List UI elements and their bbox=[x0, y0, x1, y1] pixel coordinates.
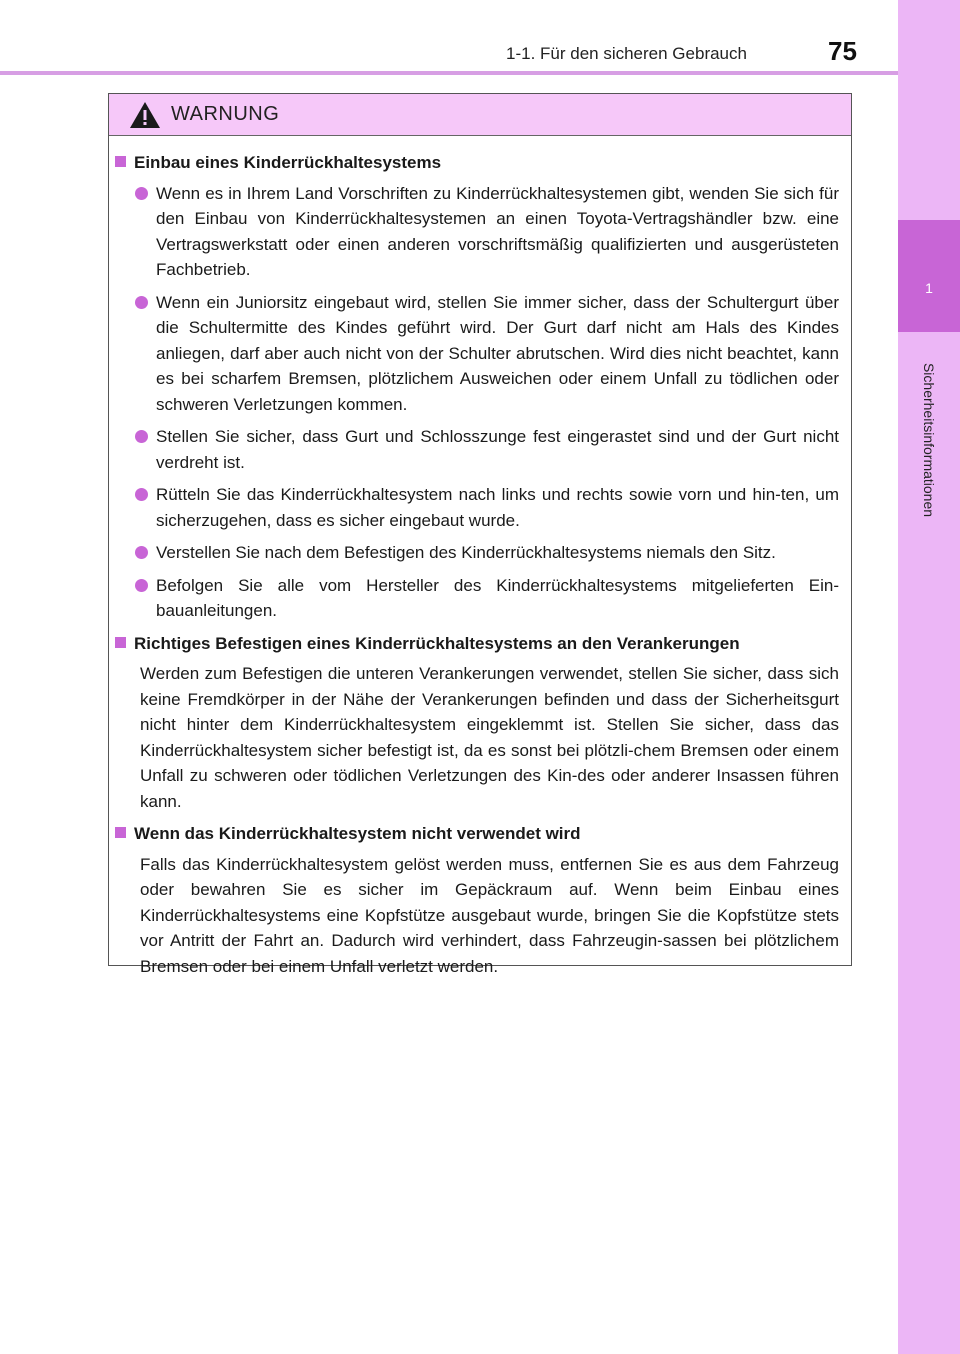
section-heading-text: Einbau eines Kinderrückhaltesystems bbox=[134, 153, 442, 172]
section-heading-text: Richtiges Befestigen eines Kinderrückhaltesystems an den Verankerungen bbox=[134, 633, 740, 653]
circle-bullet-icon bbox=[135, 488, 148, 501]
warning-header bbox=[109, 94, 851, 136]
list-item bbox=[115, 540, 839, 566]
section-heading-text: Wenn das Kinderrückhaltesystem nicht verwendet wird bbox=[134, 824, 581, 843]
list-item bbox=[115, 290, 839, 418]
warning-box bbox=[108, 93, 852, 976]
list-item-text: Rütteln Sie das Kinderrückhaltesystem nach links und rechts sowie vorn und hin-ten, um sicherzugehen, dass es sicher eingebaut wurde. bbox=[156, 485, 839, 530]
list-item-text: Wenn ein Juniorsitz eingebaut wird, stellen Sie immer sicher, dass der Schultergurt über die Schultermitte des Kindes geführt wird. Der Gurt darf nicht am Hals des Kindes anliegen, darf aber auch nicht von der Schulter abrutschen. Wird dies nicht beachtet, kann es bei scharfem Bremsen, plötzlichem Ausweichen oder einem Unfall zu tödlichen oder schweren Verletzungen kommen. bbox=[156, 292, 839, 414]
warning-triangle-icon bbox=[129, 101, 161, 129]
square-bullet-icon bbox=[115, 156, 126, 167]
square-bullet-icon bbox=[115, 827, 126, 838]
chapter-number: 1 bbox=[925, 280, 933, 296]
chapter-label: Sicherheitsinformationen bbox=[921, 362, 937, 518]
list-item bbox=[115, 573, 839, 624]
section-heading bbox=[115, 631, 839, 657]
section-heading bbox=[115, 821, 839, 847]
circle-bullet-icon bbox=[135, 187, 148, 200]
list-item bbox=[115, 424, 839, 475]
section-paragraph: Falls das Kinderrückhaltesystem gelöst werden muss, entfernen Sie es aus dem Fahrzeug oder bewahren Sie es sicher im Gepäckraum auf. Wenn beim Einbau eines Kinderrückhaltesystems eine Kopfstütze ausgebaut wurde, bringen Sie die Kopfstütze stets vor Antritt der Fahrt an. Dadurch wird verhindert, dass Fahrzeugin-sassen bei plötzlichem Bremsen oder bei einem Unfall verletzt werden. bbox=[140, 854, 839, 976]
list-item-text: Befolgen Sie alle vom Hersteller des Kinderrückhaltesystems mitgelieferten Ein-bauanleitungen. bbox=[156, 575, 839, 620]
circle-bullet-icon bbox=[135, 579, 148, 592]
chapter-side-tab bbox=[898, 0, 960, 1354]
page-number: 75 bbox=[828, 36, 857, 66]
list-item-text: Stellen Sie sicher, dass Gurt und Schlosszunge fest eingerastet sind und der Gurt nicht verdreht ist. bbox=[156, 427, 839, 472]
section-title: 1-1. Für den sicheren Gebrauch bbox=[506, 44, 747, 63]
list-item bbox=[115, 181, 839, 283]
list-item-text: Wenn es in Ihrem Land Vorschriften zu Kinderrückhaltesystemen gibt, wenden Sie sich für den Einbau von Kinderrückhaltesystemen an einen Toyota-Vertragshändler bzw. eine Vertragswerkstatt oder einen anderen vorschriftsmäßig qualifizierten und ausgerüsteten Fachbetrieb. bbox=[156, 183, 839, 279]
chapter-side-tab-active[interactable] bbox=[898, 220, 960, 332]
section-paragraph: Werden zum Befestigen die unteren Verankerungen verwendet, stellen Sie sicher, dass sich keine Fremdkörper in der Nähe der Verankerungen befinden und dass der Sicherheitsgurt nicht hinter dem Kinderrückhaltesystem eingeklemmt ist. Stellen Sie sicher, dass das Kinderrückhaltesystem sicher befestigt ist, da es sonst bei plötzli-chem Bremsen oder einem Unfall zu schweren oder tödlichen Verletzungen des Kin-des oder anderer Insassen führen kann. bbox=[140, 664, 839, 811]
list-item bbox=[115, 482, 839, 533]
header-rule bbox=[0, 71, 898, 75]
circle-bullet-icon bbox=[135, 296, 148, 309]
warning-label: WARNUNG bbox=[171, 103, 280, 125]
warning-body bbox=[109, 136, 851, 979]
square-bullet-icon bbox=[115, 637, 126, 648]
circle-bullet-icon bbox=[135, 430, 148, 443]
section-heading bbox=[115, 150, 839, 176]
list-item-text: Verstellen Sie nach dem Befestigen des Kinderrückhaltesystems niemals den Sitz. bbox=[156, 543, 776, 562]
circle-bullet-icon bbox=[135, 546, 148, 559]
